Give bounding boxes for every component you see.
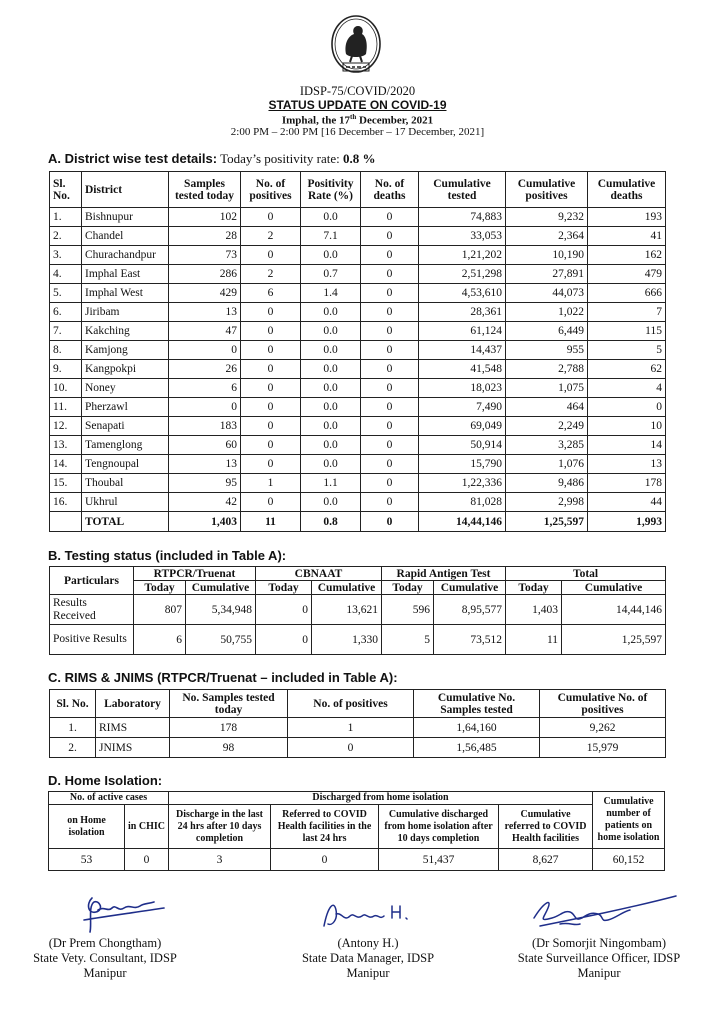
total-label: TOTAL: [82, 512, 169, 532]
table-row: [50, 718, 666, 738]
signatory-place: Manipur: [346, 966, 390, 980]
cell-value: 8,95,577: [434, 595, 506, 625]
cell-deaths: 0: [361, 474, 419, 493]
cell-cumulative-positives: 2,788: [506, 360, 588, 379]
cell-positives: 0: [241, 208, 301, 227]
group-rtpcr: RTPCR/Truenat: [134, 567, 256, 581]
document-title: STATUS UPDATE ON COVID-19: [268, 98, 447, 112]
sub-cumulative: Cumulative: [562, 581, 666, 595]
total-cumulative-positives: 1,25,597: [506, 512, 588, 532]
value-cumulative-patients: 60,152: [593, 849, 665, 871]
cell-cumulative-tested: 69,049: [419, 417, 506, 436]
signatory-1: [0, 936, 210, 981]
table-row: [50, 265, 666, 284]
cell-positives: 6: [241, 284, 301, 303]
col-cumulative-tested: Cumulative tested: [419, 172, 506, 208]
table-row: [50, 417, 666, 436]
cell-district: Senapati: [82, 417, 169, 436]
cell-samples-today: 42: [169, 493, 241, 512]
sub-cumulative: Cumulative: [186, 581, 256, 595]
cell-cumulative-deaths: 62: [588, 360, 666, 379]
cell-value: 50,755: [186, 625, 256, 655]
col-particulars: Particulars: [50, 567, 134, 595]
cell-deaths: 0: [361, 246, 419, 265]
cell-deaths: 0: [361, 208, 419, 227]
cell-sl-no: 9.: [50, 360, 82, 379]
section-d-heading: D. Home Isolation:: [48, 773, 163, 788]
cell-cumulative-deaths: 5: [588, 341, 666, 360]
cell-positivity-rate: 0.0: [301, 379, 361, 398]
cell-district: Imphal East: [82, 265, 169, 284]
place-date: Imphal, the 17th December, 2021: [281, 113, 434, 127]
total-cumulative-tested: 14,44,146: [419, 512, 506, 532]
cell-cumulative-tested: 15,790: [419, 455, 506, 474]
col-laboratory: Laboratory: [96, 690, 170, 718]
cell-samples-today: 47: [169, 322, 241, 341]
cell-positivity-rate: 0.0: [301, 360, 361, 379]
col-positivity-rate: Positivity Rate (%): [301, 172, 361, 208]
table-row: [50, 455, 666, 474]
col-cumulative-samples: Cumulative No. Samples tested: [414, 690, 540, 718]
cell-cumulative-positives: 10,190: [506, 246, 588, 265]
cell-cumulative-positives: 27,891: [506, 265, 588, 284]
cell-positives: 2: [241, 227, 301, 246]
value-discharge-24hrs: 3: [169, 849, 271, 871]
cell-samples-today: 429: [169, 284, 241, 303]
table-row: [50, 738, 666, 758]
cell-value: 5: [382, 625, 434, 655]
cell-value: 11: [506, 625, 562, 655]
cell-positivity-rate: 0.0: [301, 398, 361, 417]
cell-positivity-rate: 0.0: [301, 455, 361, 474]
col-referred-24hrs: Referred to COVID Health facilities in the last 24 hrs: [271, 805, 379, 849]
active-cases-header: No. of active cases: [49, 792, 169, 805]
cell-positivity-rate: 0.7: [301, 265, 361, 284]
group-total: Total: [506, 567, 666, 581]
table-row: [50, 284, 666, 303]
table-row: [50, 341, 666, 360]
cell-samples-today: 0: [169, 341, 241, 360]
cell-district: Thoubal: [82, 474, 169, 493]
cell-positivity-rate: 0.0: [301, 303, 361, 322]
home-isolation-table: [48, 791, 665, 871]
col-cumulative-positives: Cumulative No. of positives: [540, 690, 666, 718]
cell-value: 1,330: [312, 625, 382, 655]
total-row: [50, 512, 666, 532]
cell-positives: 1: [288, 718, 414, 738]
cell-cumulative-positives: 2,249: [506, 417, 588, 436]
cell-positives: 0: [241, 246, 301, 265]
total-samples-today: 1,403: [169, 512, 241, 532]
cell-cumulative-positives: 1,076: [506, 455, 588, 474]
cell-cumulative-positives: 9,486: [506, 474, 588, 493]
cell-district: Kangpokpi: [82, 360, 169, 379]
cell-cumulative-deaths: 178: [588, 474, 666, 493]
cell-samples-today: 95: [169, 474, 241, 493]
cell-cumulative-deaths: 666: [588, 284, 666, 303]
cell-district: Imphal West: [82, 284, 169, 303]
cell-sl-no: 5.: [50, 284, 82, 303]
col-samples-today: No. Samples tested today: [170, 690, 288, 718]
cell-deaths: 0: [361, 398, 419, 417]
col-cumulative-positives: Cumulative positives: [506, 172, 588, 208]
cell-samples-today: 0: [169, 398, 241, 417]
cell-positives: 0: [241, 455, 301, 474]
cell-value: 13,621: [312, 595, 382, 625]
signatory-name: (Dr Prem Chongtham): [48, 936, 162, 950]
col-home-isolation: on Home isolation: [49, 805, 125, 849]
cell-samples-today: 98: [170, 738, 288, 758]
cell-cumulative-tested: 2,51,298: [419, 265, 506, 284]
cell-value: 73,512: [434, 625, 506, 655]
cell-samples-today: 102: [169, 208, 241, 227]
cell-positives: 0: [241, 322, 301, 341]
cell-positivity-rate: 1.4: [301, 284, 361, 303]
cell-cumulative-positives: 2,364: [506, 227, 588, 246]
cell-sl-no: 6.: [50, 303, 82, 322]
cell-samples-today: 6: [169, 379, 241, 398]
total-positives: 11: [241, 512, 301, 532]
cell-value: 14,44,146: [562, 595, 666, 625]
cell-positives: 0: [241, 493, 301, 512]
cell-district: Churachandpur: [82, 246, 169, 265]
cell-district: Noney: [82, 379, 169, 398]
col-cumulative-referred: Cumulative referred to COVID Health facilities: [499, 805, 593, 849]
time-range: 2:00 PM – 2:00 PM [16 December – 17 December, 2021]: [230, 126, 485, 138]
value-in-chic: 0: [125, 849, 169, 871]
cell-cumulative-tested: 14,437: [419, 341, 506, 360]
sub-cumulative: Cumulative: [434, 581, 506, 595]
sub-today: Today: [134, 581, 186, 595]
cell-cumulative-positives: 9,262: [540, 718, 666, 738]
signature-prem-chongtham: [78, 890, 168, 938]
cell-particulars: Results Received: [50, 595, 134, 625]
cell-sl-no: 14.: [50, 455, 82, 474]
table-row: [50, 322, 666, 341]
cell-cumulative-deaths: 479: [588, 265, 666, 284]
section-c-heading: C. RIMS & JNIMS (RTPCR/Truenat – included in Table A):: [48, 670, 398, 685]
sub-today: Today: [382, 581, 434, 595]
cell-sl-no: 15.: [50, 474, 82, 493]
cell-cumulative-tested: 74,883: [419, 208, 506, 227]
value-cumulative-discharged: 51,437: [379, 849, 499, 871]
cell-laboratory: RIMS: [96, 718, 170, 738]
cell-positives: 0: [241, 303, 301, 322]
cell-sl-no: 3.: [50, 246, 82, 265]
cell-positivity-rate: 0.0: [301, 208, 361, 227]
cell-sl-no: 1.: [50, 718, 96, 738]
signatory-title: State Data Manager, IDSP: [301, 951, 435, 965]
value-referred-24hrs: 0: [271, 849, 379, 871]
cell-deaths: 0: [361, 436, 419, 455]
cell-cumulative-positives: 6,449: [506, 322, 588, 341]
cell-sl-no: 8.: [50, 341, 82, 360]
cell-samples-today: 60: [169, 436, 241, 455]
cell-sl-no: 11.: [50, 398, 82, 417]
cell-cumulative-tested: 33,053: [419, 227, 506, 246]
cell-district: Ukhrul: [82, 493, 169, 512]
cell-positivity-rate: 0.0: [301, 493, 361, 512]
col-sl-no: Sl. No.: [50, 172, 82, 208]
cell-sl-no: 12.: [50, 417, 82, 436]
table-row: [50, 474, 666, 493]
group-rapid-antigen: Rapid Antigen Test: [382, 567, 506, 581]
table-row: [50, 208, 666, 227]
cell-cumulative-deaths: 162: [588, 246, 666, 265]
cell-samples-today: 73: [169, 246, 241, 265]
cell-deaths: 0: [361, 265, 419, 284]
cell-district: Chandel: [82, 227, 169, 246]
cell-district: Pherzawl: [82, 398, 169, 417]
cell-sl-no: 2.: [50, 738, 96, 758]
section-a-heading: A. District wise test details: Today’s positivity rate: 0.8 %: [48, 151, 376, 166]
cell-sl-no: 1.: [50, 208, 82, 227]
cell-cumulative-deaths: 13: [588, 455, 666, 474]
cell-samples-today: 286: [169, 265, 241, 284]
total-positivity-rate: 0.8: [301, 512, 361, 532]
cumulative-patients-header: Cumulative number of patients on home isolation: [593, 792, 665, 849]
signatory-place: Manipur: [83, 966, 127, 980]
signatory-name: (Antony H.): [337, 936, 399, 950]
document-code: IDSP-75/COVID/2020: [299, 84, 416, 98]
cell-positivity-rate: 0.0: [301, 341, 361, 360]
cell-positives: 2: [241, 265, 301, 284]
signature-somorjit-ningombam: [530, 888, 680, 938]
total-cumulative-deaths: 1,993: [588, 512, 666, 532]
cell-value: 807: [134, 595, 186, 625]
home-isolation-values-row: [49, 849, 665, 871]
rims-jnims-table: [49, 689, 666, 758]
value-cumulative-referred: 8,627: [499, 849, 593, 871]
cell-cumulative-positives: 1,075: [506, 379, 588, 398]
cell-positivity-rate: 0.0: [301, 322, 361, 341]
cell-positives: 0: [288, 738, 414, 758]
value-home-isolation: 53: [49, 849, 125, 871]
cell-cumulative-deaths: 193: [588, 208, 666, 227]
table-row: [50, 493, 666, 512]
table-row: [50, 379, 666, 398]
table-row: [50, 360, 666, 379]
cell-sl-no: 2.: [50, 227, 82, 246]
sub-today: Today: [506, 581, 562, 595]
group-cbnaat: CBNAAT: [256, 567, 382, 581]
col-discharge-24hrs: Discharge in the last 24 hrs after 10 days completion: [169, 805, 271, 849]
sub-cumulative: Cumulative: [312, 581, 382, 595]
cell-cumulative-positives: 3,285: [506, 436, 588, 455]
cell-deaths: 0: [361, 417, 419, 436]
cell-cumulative-tested: 28,361: [419, 303, 506, 322]
cell-cumulative-positives: 15,979: [540, 738, 666, 758]
table-row: [50, 595, 666, 625]
cell-deaths: 0: [361, 227, 419, 246]
cell-cumulative-samples: 1,56,485: [414, 738, 540, 758]
col-samples-today: Samples tested today: [169, 172, 241, 208]
table-header-row: [50, 172, 666, 208]
cell-positivity-rate: 1.1: [301, 474, 361, 493]
col-cumulative-discharged: Cumulative discharged from home isolation after 10 days completion: [379, 805, 499, 849]
cell-cumulative-tested: 61,124: [419, 322, 506, 341]
cell-value: 6: [134, 625, 186, 655]
cell-cumulative-deaths: 44: [588, 493, 666, 512]
cell-sl-no: 10.: [50, 379, 82, 398]
cell-cumulative-deaths: 7: [588, 303, 666, 322]
cell-positives: 0: [241, 360, 301, 379]
cell-laboratory: JNIMS: [96, 738, 170, 758]
cell-value: 1,25,597: [562, 625, 666, 655]
cell-particulars: Positive Results: [50, 625, 134, 655]
table-row: [50, 398, 666, 417]
cell-value: 0: [256, 595, 312, 625]
signatory-name: (Dr Somorjit Ningombam): [531, 936, 666, 950]
cell-district: Jiribam: [82, 303, 169, 322]
col-sl-no: Sl. No.: [50, 690, 96, 718]
col-positives: No. of positives: [241, 172, 301, 208]
cell-samples-today: 183: [169, 417, 241, 436]
cell-cumulative-positives: 1,022: [506, 303, 588, 322]
signatory-3: [486, 936, 712, 981]
cell-positives: 0: [241, 379, 301, 398]
cell-positivity-rate: 0.0: [301, 246, 361, 265]
table-row: [50, 227, 666, 246]
cell-samples-today: 28: [169, 227, 241, 246]
cell-deaths: 0: [361, 303, 419, 322]
cell-sl-no: 16.: [50, 493, 82, 512]
cell-value: 5,34,948: [186, 595, 256, 625]
cell-deaths: 0: [361, 455, 419, 474]
signatory-title: State Surveillance Officer, IDSP: [517, 951, 681, 965]
cell-samples-today: 26: [169, 360, 241, 379]
signatory-place: Manipur: [577, 966, 621, 980]
cell-cumulative-deaths: 115: [588, 322, 666, 341]
total-deaths: 0: [361, 512, 419, 532]
cell-cumulative-deaths: 10: [588, 417, 666, 436]
discharged-header: Discharged from home isolation: [169, 792, 593, 805]
cell-positivity-rate: 0.0: [301, 436, 361, 455]
cell-cumulative-deaths: 4: [588, 379, 666, 398]
table-row: [50, 436, 666, 455]
cell-cumulative-tested: 50,914: [419, 436, 506, 455]
cell-cumulative-positives: 464: [506, 398, 588, 417]
cell-cumulative-deaths: 14: [588, 436, 666, 455]
cell-positives: 0: [241, 436, 301, 455]
section-b-heading: B. Testing status (included in Table A):: [48, 548, 287, 563]
cell-value: 0: [256, 625, 312, 655]
col-deaths: No. of deaths: [361, 172, 419, 208]
cell-cumulative-tested: 81,028: [419, 493, 506, 512]
cell-deaths: 0: [361, 284, 419, 303]
cell-cumulative-positives: 2,998: [506, 493, 588, 512]
cell-samples-today: 178: [170, 718, 288, 738]
table-row: [50, 303, 666, 322]
cell-positives: 0: [241, 417, 301, 436]
cell-cumulative-tested: 1,21,202: [419, 246, 506, 265]
state-emblem-icon: [330, 14, 382, 82]
col-positives: No. of positives: [288, 690, 414, 718]
cell-cumulative-deaths: 41: [588, 227, 666, 246]
cell-deaths: 0: [361, 341, 419, 360]
cell-samples-today: 13: [169, 303, 241, 322]
cell-cumulative-tested: 1,22,336: [419, 474, 506, 493]
cell-positives: 0: [241, 341, 301, 360]
cell-deaths: 0: [361, 493, 419, 512]
cell-sl-no: 4.: [50, 265, 82, 284]
cell-deaths: 0: [361, 322, 419, 341]
cell-positivity-rate: 7.1: [301, 227, 361, 246]
cell-district: Tamenglong: [82, 436, 169, 455]
cell-sl-no: 7.: [50, 322, 82, 341]
cell-cumulative-tested: 18,023: [419, 379, 506, 398]
cell-samples-today: 13: [169, 455, 241, 474]
cell-district: Kamjong: [82, 341, 169, 360]
cell-positivity-rate: 0.0: [301, 417, 361, 436]
cell-value: 1,403: [506, 595, 562, 625]
cell-cumulative-tested: 4,53,610: [419, 284, 506, 303]
signatory-2: [258, 936, 478, 981]
cell-cumulative-positives: 44,073: [506, 284, 588, 303]
signature-antony-h: [318, 896, 418, 936]
table-row: [50, 625, 666, 655]
cell-cumulative-tested: 41,548: [419, 360, 506, 379]
cell-cumulative-deaths: 0: [588, 398, 666, 417]
cell-value: 596: [382, 595, 434, 625]
cell-cumulative-positives: 9,232: [506, 208, 588, 227]
cell-district: Bishnupur: [82, 208, 169, 227]
col-cumulative-deaths: Cumulative deaths: [588, 172, 666, 208]
cell-cumulative-samples: 1,64,160: [414, 718, 540, 738]
cell-district: Kakching: [82, 322, 169, 341]
cell-district: Tengnoupal: [82, 455, 169, 474]
col-district: District: [82, 172, 169, 208]
positivity-rate: 0.8 %: [343, 151, 376, 166]
signatory-title: State Vety. Consultant, IDSP: [33, 951, 177, 965]
col-in-chic: in CHIC: [125, 805, 169, 849]
cell-sl-no: 13.: [50, 436, 82, 455]
table-row: [50, 246, 666, 265]
sub-today: Today: [256, 581, 312, 595]
cell-cumulative-positives: 955: [506, 341, 588, 360]
testing-status-table: [49, 566, 666, 655]
cell-positives: 0: [241, 398, 301, 417]
district-table: [49, 171, 666, 532]
cell-positives: 1: [241, 474, 301, 493]
cell-cumulative-tested: 7,490: [419, 398, 506, 417]
cell-blank: [50, 512, 82, 532]
cell-deaths: 0: [361, 379, 419, 398]
cell-deaths: 0: [361, 360, 419, 379]
